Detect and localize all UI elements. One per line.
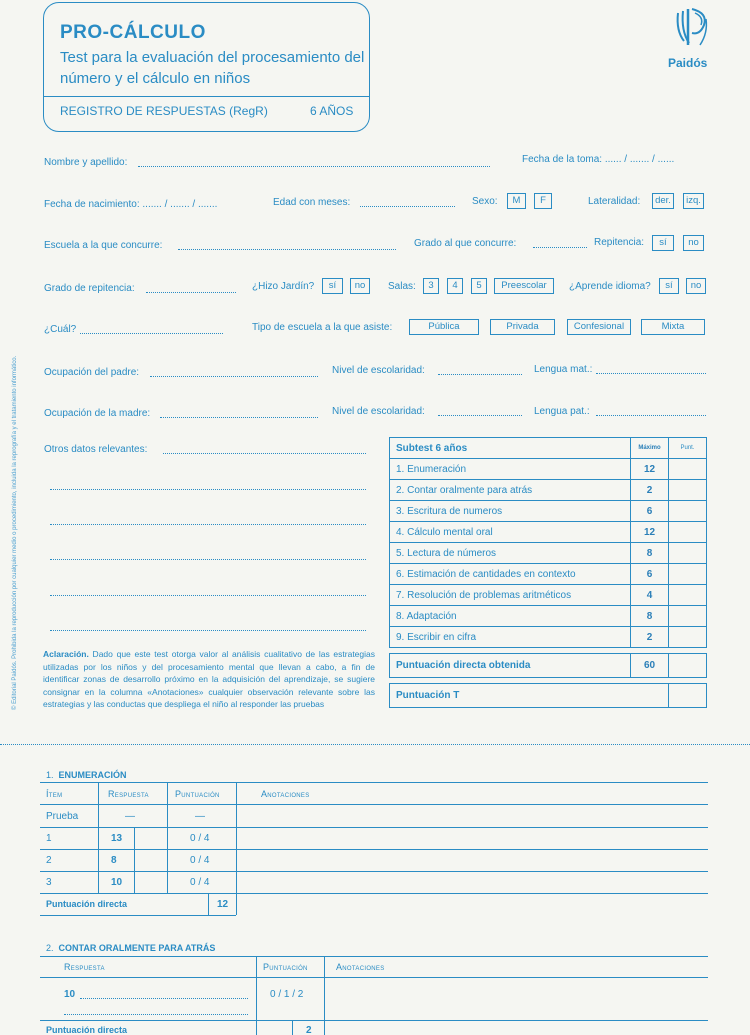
direct-score-cell[interactable] <box>669 654 707 678</box>
subtest-row <box>390 606 707 627</box>
section1-name: ENUMERACIÓN <box>58 770 127 780</box>
section1-title <box>46 770 127 780</box>
subtest-row <box>390 585 707 606</box>
laterality-right-box[interactable]: der. <box>652 193 674 209</box>
mother-education-field[interactable] <box>438 415 522 416</box>
father-education-label: Nivel de escolaridad: <box>332 365 425 376</box>
section2-response: 10 <box>64 989 76 1000</box>
language-yes-box[interactable]: sí <box>659 278 679 294</box>
grade-field[interactable] <box>533 247 587 248</box>
paidos-logo-icon <box>670 5 710 55</box>
publisher-name: Paidós <box>668 56 708 70</box>
subtest-table <box>389 437 707 708</box>
school-label: Escuela a la que concurre: <box>44 240 163 251</box>
repeat-grade-label: Grado de repitencia: <box>44 283 135 294</box>
table-rule <box>40 1020 708 1021</box>
subtest-name: 1. Enumeración <box>390 459 631 480</box>
subtest-row <box>390 459 707 480</box>
subtest-max: 2 <box>631 480 669 501</box>
row-score[interactable]: 0 / 4 <box>190 877 210 888</box>
register-label: REGISTRO DE RESPUESTAS (RegR) <box>60 104 268 118</box>
name-label: Nombre y apellido: <box>44 157 128 168</box>
which-label: ¿Cuál? <box>44 324 77 335</box>
col-notes: Anotaciones <box>261 789 310 799</box>
table-col-rule <box>98 782 99 893</box>
subtest-score-cell[interactable] <box>669 564 707 585</box>
header-divider <box>43 96 370 97</box>
table-rule <box>40 977 708 978</box>
subtest-name: 8. Adaptación <box>390 606 631 627</box>
row-score: — <box>195 811 205 822</box>
subtest-max: 4 <box>631 585 669 606</box>
kinder-no-box[interactable]: no <box>350 278 370 294</box>
subtest-row <box>390 543 707 564</box>
subtest-max: 6 <box>631 564 669 585</box>
section-separator <box>0 744 750 745</box>
row-response: 8 <box>111 855 117 866</box>
row-score[interactable]: 0 / 4 <box>190 855 210 866</box>
grade-label: Grado al que concurre: <box>414 238 517 249</box>
t-score-label: Puntuación T <box>390 684 669 708</box>
table-col-rule <box>292 1020 293 1035</box>
subtest-score-cell[interactable] <box>669 585 707 606</box>
kinder-yes-box[interactable]: sí <box>322 278 343 294</box>
table-col-rule <box>208 893 209 915</box>
sex-label: Sexo: <box>472 196 498 207</box>
table-rule <box>40 893 708 894</box>
section2-direct-max: 2 <box>306 1025 312 1035</box>
kinder-label: ¿Hizo Jardín? <box>252 281 315 292</box>
max-header: Máximo <box>631 438 669 459</box>
col-score: Puntuación <box>263 962 308 972</box>
section2-direct-label: Puntuación directa <box>46 1025 128 1035</box>
sex-f-box[interactable]: F <box>534 193 552 209</box>
clarification-note <box>43 648 375 711</box>
table-rule <box>40 871 708 872</box>
mother-education-label: Nivel de escolaridad: <box>332 406 425 417</box>
subtest-max: 8 <box>631 543 669 564</box>
section2-response-line[interactable] <box>80 998 248 999</box>
school-private-box[interactable]: Privada <box>490 319 555 335</box>
subtest-max: 2 <box>631 627 669 648</box>
subtest-row <box>390 627 707 648</box>
mother-job-label: Ocupación de la madre: <box>44 408 151 419</box>
test-date-label[interactable]: Fecha de la toma: ...... / ....... / ...... <box>522 154 675 165</box>
table-col-rule <box>324 956 325 1035</box>
which-field[interactable] <box>80 333 223 334</box>
section1-number: 1. <box>46 770 54 780</box>
table-col-rule <box>256 956 257 1035</box>
table-rule <box>40 849 708 850</box>
subtest-header: Subtest 6 años <box>390 438 631 459</box>
col-item: Ítem <box>46 789 63 799</box>
table-col-rule <box>236 782 237 915</box>
language-no-box[interactable]: no <box>686 278 706 294</box>
section1-direct-max: 12 <box>217 899 229 910</box>
mother-language-label: Lengua mat.: <box>534 364 593 375</box>
section2-score[interactable]: 0 / 1 / 2 <box>270 989 304 1000</box>
father-job-label: Ocupación del padre: <box>44 367 140 378</box>
laterality-left-box[interactable]: izq. <box>683 193 704 209</box>
repetition-no-box[interactable]: no <box>683 235 704 251</box>
subtest-score-cell[interactable] <box>669 543 707 564</box>
sex-m-box[interactable]: M <box>507 193 526 209</box>
table-col-rule <box>167 782 168 893</box>
row-item: Prueba <box>46 811 79 822</box>
subtest-name: 4. Cálculo mental oral <box>390 522 631 543</box>
subtest-max: 12 <box>631 522 669 543</box>
subtest-name: 3. Escritura de numeros <box>390 501 631 522</box>
row-score[interactable]: 0 / 4 <box>190 833 210 844</box>
subtest-score-cell[interactable] <box>669 459 707 480</box>
subtest-score-cell[interactable] <box>669 522 707 543</box>
table-rule <box>40 915 236 916</box>
other-data-line[interactable] <box>50 524 366 525</box>
table-rule <box>40 782 708 783</box>
section1-direct-label: Puntuación directa <box>46 899 128 909</box>
laterality-label: Lateralidad: <box>588 196 641 207</box>
table-rule <box>40 804 708 805</box>
room-4-box[interactable]: 4 <box>447 278 463 294</box>
mother-language-field[interactable] <box>596 373 706 374</box>
subtest-score-cell[interactable] <box>669 501 707 522</box>
subtest-name: 6. Estimación de cantidades en contexto <box>390 564 631 585</box>
name-field[interactable] <box>138 166 490 167</box>
other-data-line[interactable] <box>50 559 366 560</box>
direct-score-label: Puntuación directa obtenida <box>390 654 631 678</box>
table-col-rule <box>134 827 135 893</box>
room-3-box[interactable]: 3 <box>423 278 439 294</box>
school-mixed-box[interactable]: Mixta <box>641 319 705 335</box>
subtest-name: 7. Resolución de problemas aritméticos <box>390 585 631 606</box>
score-header: Punt. <box>669 438 707 459</box>
rooms-label: Salas: <box>388 281 416 292</box>
row-item: 3 <box>46 877 52 888</box>
table-rule <box>40 827 708 828</box>
age-label: 6 AÑOS <box>310 104 354 118</box>
section2-response-line[interactable] <box>64 1014 248 1015</box>
row-item: 1 <box>46 833 52 844</box>
subtest-max: 12 <box>631 459 669 480</box>
subtest-row <box>390 480 707 501</box>
section2-title <box>46 943 215 953</box>
language-question-label: ¿Aprende idioma? <box>569 281 651 292</box>
col-score: Puntuación <box>175 789 220 799</box>
subtest-row <box>390 501 707 522</box>
birth-date-label[interactable]: Fecha de nacimiento: ....... / ....... / ....... <box>44 199 218 210</box>
row-response: 13 <box>111 833 123 844</box>
subtest-score-cell[interactable] <box>669 606 707 627</box>
test-subtitle: Test para la evaluación del procesamiento del número y el cálculo en niños <box>60 49 365 87</box>
subtest-row <box>390 522 707 543</box>
school-field[interactable] <box>178 249 396 250</box>
father-language-field[interactable] <box>596 415 706 416</box>
direct-score-max: 60 <box>631 654 669 678</box>
other-data-label: Otros datos relevantes: <box>44 444 148 455</box>
father-job-field[interactable] <box>150 376 318 377</box>
other-data-line[interactable] <box>50 489 366 490</box>
section2-name: CONTAR ORALMENTE PARA ATRÁS <box>58 943 216 953</box>
row-item: 2 <box>46 855 52 866</box>
subtest-score-cell[interactable] <box>669 480 707 501</box>
note-title: Aclaración. <box>43 649 89 659</box>
table-rule <box>40 956 708 957</box>
note-text: Dado que este test otorga valor al análisis cualitativo de las estrategias utilizadas por los niños y del procesamiento mental que llevan a cabo, a fin de identificar zonas de desarrollo próximo en la adquisición del aprendizaje, se sugiere consignar en la columna «Anotaciones» cualquier observación relevante sobre las estrategias y las conductas que despliega el niño al responder las pruebas <box>43 649 375 709</box>
school-type-label: Tipo de escuela a la que asiste: <box>252 322 393 333</box>
repetition-label: Repitencia: <box>594 237 645 248</box>
age-months-label: Edad con meses: <box>273 197 351 208</box>
subtest-score-cell[interactable] <box>669 627 707 648</box>
row-response: 10 <box>111 877 123 888</box>
other-data-line[interactable] <box>163 453 366 454</box>
col-response: Respuesta <box>108 789 149 799</box>
repeat-grade-field[interactable] <box>146 292 236 293</box>
subtest-max: 6 <box>631 501 669 522</box>
repetition-yes-box[interactable]: sí <box>652 235 674 251</box>
copyright-text: © Editorial Paidós. Prohibida la reproducción por cualquier medio o procedimiento, incluida la reprografía y el tratamiento informático. <box>12 355 18 710</box>
father-education-field[interactable] <box>438 374 522 375</box>
t-score-cell[interactable] <box>669 684 707 708</box>
subtest-name: 5. Lectura de números <box>390 543 631 564</box>
other-data-line[interactable] <box>50 630 366 631</box>
row-response: — <box>125 811 135 822</box>
col-response: Respuesta <box>64 962 105 972</box>
mother-job-field[interactable] <box>160 417 318 418</box>
test-title: PRO-CÁLCULO <box>60 22 206 43</box>
subtest-name: 2. Contar oralmente para atrás <box>390 480 631 501</box>
subtest-name: 9. Escribir en cifra <box>390 627 631 648</box>
father-language-label: Lengua pat.: <box>534 406 590 417</box>
subtest-max: 8 <box>631 606 669 627</box>
subtest-row <box>390 564 707 585</box>
school-public-box[interactable]: Pública <box>409 319 479 335</box>
school-religious-box[interactable]: Confesional <box>567 319 631 335</box>
col-notes: Anotaciones <box>336 962 385 972</box>
section2-number: 2. <box>46 943 54 953</box>
age-months-field[interactable] <box>360 206 455 207</box>
preschool-box[interactable]: Preescolar <box>494 278 554 294</box>
room-5-box[interactable]: 5 <box>471 278 487 294</box>
other-data-line[interactable] <box>50 595 366 596</box>
